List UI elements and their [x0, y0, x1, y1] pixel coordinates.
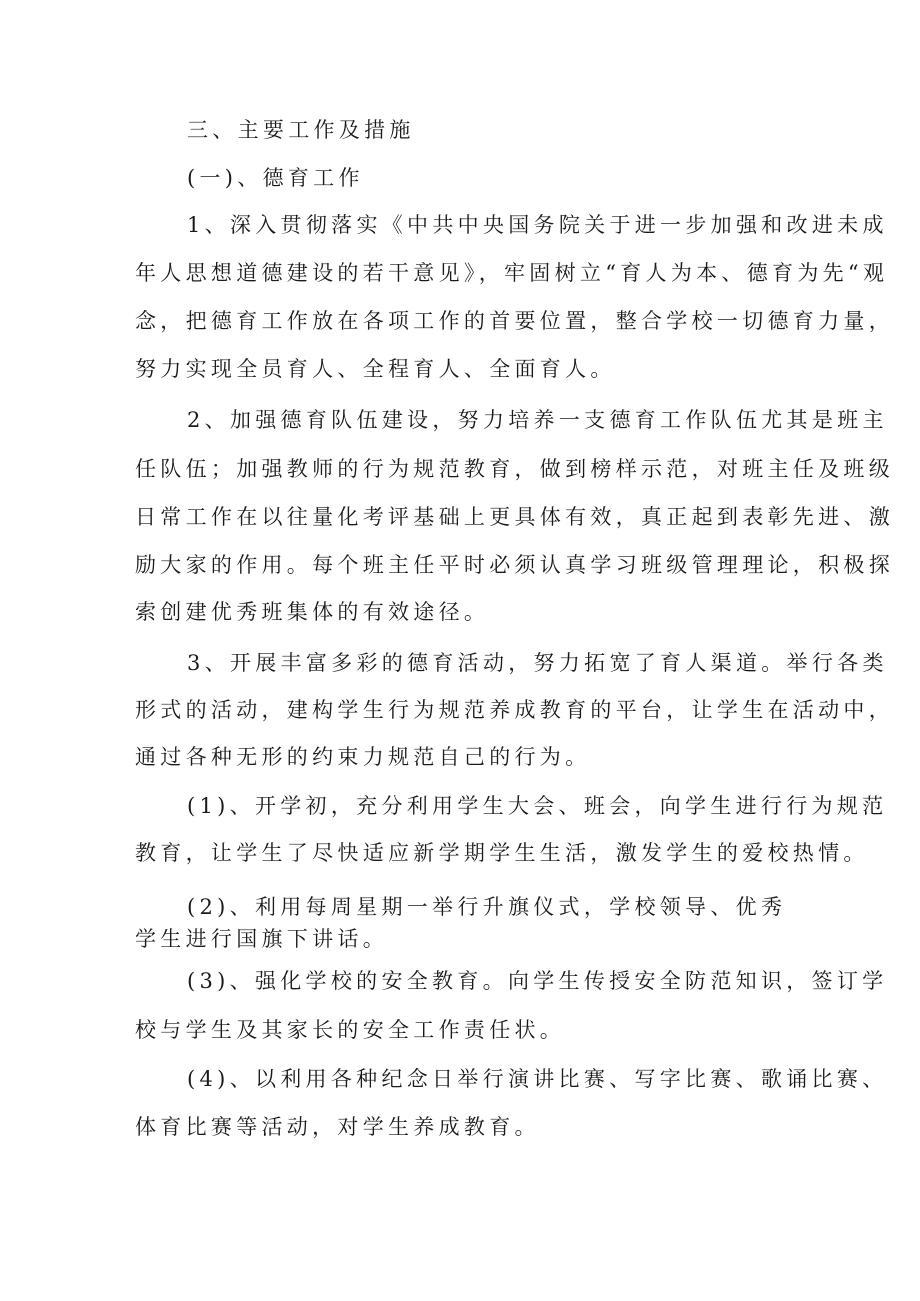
paragraph-line: 2、加强德育队伍建设，努力培养一支德育工作队伍尤其是班主 [187, 408, 888, 432]
list-item-line: 体育比赛等活动，对学生养成教育。 [135, 1115, 540, 1139]
list-item-line: (3)、强化学校的安全教育。向学生传授安全防范知识，签订学 [187, 969, 888, 993]
list-item-line: 教育，让学生了尽快适应新学期学生生活，激发学生的爱校热情。 [135, 841, 869, 865]
paragraph-line: 3、开展丰富多彩的德育活动，努力拓宽了育人渠道。举行各类 [187, 651, 888, 675]
paragraph-line: 念，把德育工作放在各项工作的首要位置，整合学校一切德育力量， [135, 309, 894, 333]
list-item-line: 校与学生及其家长的安全工作责任状。 [135, 1018, 566, 1042]
list-item-line: (2)、利用每周星期一举行升旗仪式，学校领导、优秀 [187, 895, 787, 919]
paragraph-line: 通过各种无形的约束力规范自己的行为。 [135, 745, 591, 769]
list-item-line: 学生进行国旗下讲话。 [135, 927, 388, 951]
list-item-line: (4)、以利用各种纪念日举行演讲比赛、写字比赛、歌诵比赛、 [187, 1067, 888, 1091]
paragraph-line: 1、深入贯彻落实《中共中央国务院关于进一步加强和改进未成 [187, 213, 888, 237]
list-item-line: (1)、开学初，充分利用学生大会、班会，向学生进行行为规范 [187, 794, 888, 818]
paragraph-line: 年人思想道德建设的若干意见》，牢固树立“育人为本、德育为先“观 [135, 261, 889, 285]
paragraph-line: 努力实现全员育人、全程育人、全面育人。 [135, 357, 616, 381]
paragraph-line: 索创建优秀班集体的有效途径。 [135, 600, 490, 624]
paragraph-line: 励大家的作用。每个班主任平时必须认真学习班级管理理论，积极探 [135, 553, 894, 577]
section-heading: 三、主要工作及措施 [187, 118, 415, 142]
paragraph-line: 任队伍；加强教师的行为规范教育，做到榜样示范，对班主任及班级 [135, 457, 894, 481]
subsection-heading: (一)、德育工作 [187, 166, 364, 190]
paragraph-line: 日常工作在以往量化考评基础上更具体有效，真正起到表彰先进、激 [135, 505, 894, 529]
paragraph-line: 形式的活动，建构学生行为规范养成教育的平台，让学生在活动中， [135, 698, 894, 722]
